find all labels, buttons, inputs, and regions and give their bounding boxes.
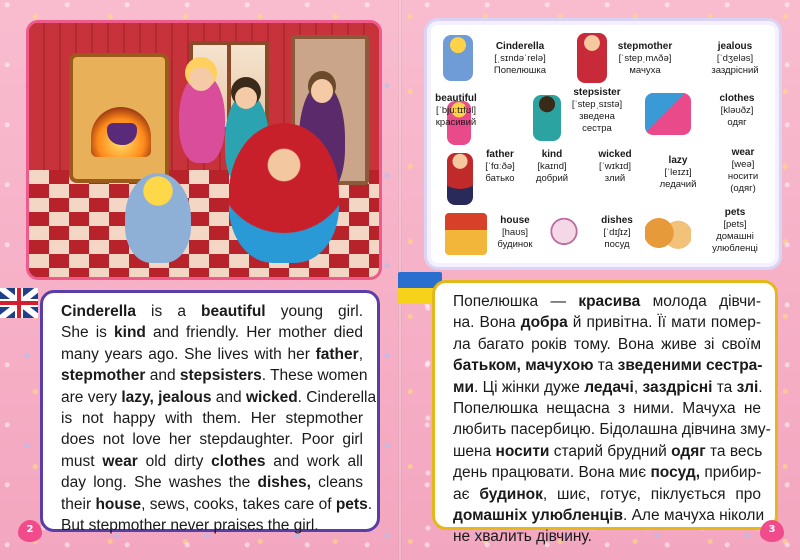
page-number-right: 3 [760, 520, 784, 542]
text-segment: прибир- [700, 464, 762, 482]
text-segment: cleans [310, 474, 363, 492]
vocab-translation: носити (одяг) [727, 171, 759, 194]
vocab-translation: Попелюшка [493, 65, 547, 76]
vocab-word: Cinderella [495, 41, 545, 52]
vocab-translation: батько [485, 173, 515, 184]
vocab-transcription: [ˈfɑːðə] [485, 161, 515, 172]
vocab-highlight: добра [520, 314, 568, 332]
text-segment: and [145, 367, 180, 385]
text-segment: , [633, 378, 643, 396]
vocab-entry [487, 215, 543, 251]
text-segment: . Cinderella [297, 388, 377, 406]
text-segment: , [358, 345, 363, 363]
vocab-word: dishes [601, 215, 633, 226]
vocab-entry [699, 207, 771, 255]
text-line [453, 505, 765, 526]
text-line [61, 472, 363, 493]
text-segment: ає [453, 485, 480, 503]
vocab-highlight: посуд, [650, 464, 701, 482]
vocab-transcription: [ˈstepˌsɪstə] [571, 99, 623, 110]
vocab-translation: посуд [604, 239, 630, 250]
flag-red-cross [17, 288, 21, 318]
text-line [453, 312, 761, 333]
illustration-head [189, 67, 213, 91]
vocab-word: clothes [719, 93, 755, 104]
english-story-text [40, 290, 380, 535]
text-line [61, 494, 373, 515]
vocab-highlight: ледачі [584, 378, 634, 396]
text-line [453, 334, 761, 355]
vocab-transcription: [kaɪnd] [537, 161, 567, 172]
vocab-highlight: ми [453, 378, 474, 396]
vocab-translation: мачуха [629, 65, 661, 76]
vocab-word: pets [724, 207, 746, 218]
vocab-transcription: [weə] [731, 159, 755, 170]
text-segment: на. Вона [453, 314, 521, 332]
text-line [453, 526, 761, 547]
vocab-entry [695, 41, 775, 77]
text-line [61, 408, 363, 429]
text-segment: must [61, 452, 103, 470]
text-segment: шена [453, 442, 496, 460]
vocab-highlight: dishes, [257, 474, 311, 492]
vocab-highlight: домашніх улюбленців [453, 507, 623, 525]
vocab-highlight: father [315, 345, 359, 363]
vocab-translation: злий [604, 173, 626, 184]
text-segment: day long. She washes the [61, 474, 258, 492]
text-segment: любить пасербицю. Бідолашна дівчина змy- [453, 421, 771, 439]
vocab-translation: ледачий [659, 179, 697, 190]
text-segment: many years ago. She lives with her [61, 345, 316, 363]
text-segment: are very [61, 388, 122, 406]
vocab-translation: будинок [497, 239, 533, 250]
vocab-entry [587, 149, 643, 185]
vocab-transcription: [ˈbjuːtɪfʊl] [436, 105, 476, 116]
uk-flag-icon [0, 288, 38, 318]
text-line [61, 387, 377, 408]
vocab-translation: добрий [535, 173, 569, 184]
vocab-entry [603, 41, 687, 77]
vocab-entry [713, 147, 773, 195]
text-segment: та [712, 378, 737, 396]
text-segment: young girl. [265, 303, 364, 320]
vocab-transcription: [kləʊðz] [720, 105, 754, 116]
text-segment: . [758, 378, 763, 396]
vocab-highlight: будинок [479, 485, 543, 503]
vocab-entry [475, 149, 525, 185]
vocab-entry [557, 87, 637, 135]
text-segment: та весь [705, 442, 763, 460]
vocab-highlight: заздрісні [642, 378, 713, 396]
text-segment: , шиє, готує, піклується про [542, 485, 762, 503]
text-segment: . Але мачуха ніколи [622, 507, 765, 525]
text-line [453, 441, 761, 462]
vocab-highlight: wear [102, 452, 138, 470]
vocab-word: stepmother [617, 41, 673, 52]
vocab-transcription: [ˈdʒeləs] [716, 53, 754, 64]
vocab-word: beautiful [435, 93, 477, 104]
text-segment: and work all [265, 452, 363, 470]
text-segment: й привітна. Її мати помер- [567, 314, 761, 332]
vocab-word: lazy [668, 155, 688, 166]
vocab-transcription: [ˈdɪʃɪz] [603, 227, 631, 238]
vocab-highlight: clothes [211, 452, 266, 470]
vocab-highlight: Cinderella [61, 303, 136, 320]
vocabulary-card [424, 18, 782, 270]
text-segment: does not love her stepdaughter. Poor girl [61, 431, 363, 449]
text-segment: is not happy with them. Her stepmother [61, 410, 363, 428]
illustration-stepmother [229, 123, 339, 263]
ukrainian-story-text [432, 280, 778, 546]
text-segment: не хвалить дівчину. [453, 528, 592, 546]
page-number-left: 2 [18, 520, 42, 542]
text-segment: But stepmother never praises the girl. [61, 517, 319, 535]
text-line [453, 462, 761, 483]
text-segment: та [593, 357, 618, 375]
text-line [453, 419, 771, 440]
pets-picture [645, 215, 691, 251]
illustration-head [235, 87, 257, 109]
text-segment: and [211, 388, 246, 406]
vocab-highlight: house [95, 495, 142, 513]
text-line [61, 515, 363, 536]
vocab-highlight: stepmother [61, 367, 146, 385]
house-picture [445, 213, 487, 255]
vocab-highlight: батьком, мачухою [453, 357, 594, 375]
vocab-highlight: одяг [671, 442, 706, 460]
vocab-transcription: [haʊs] [502, 227, 528, 238]
vocab-entry [647, 155, 709, 191]
vocab-word: house [500, 215, 530, 226]
text-segment: молода дівчи- [640, 293, 761, 310]
text-line [453, 291, 761, 312]
vocab-word: kind [541, 149, 563, 160]
vocab-highlight: зведеними сестра- [617, 357, 763, 375]
text-segment: Попелюшка — [453, 293, 579, 310]
vocab-entry [591, 215, 643, 251]
illustration-cinderella [125, 173, 191, 263]
vocab-entry [527, 149, 577, 185]
vocab-highlight: lazy, jealous [121, 388, 212, 406]
text-line [61, 365, 368, 386]
vocab-transcription: [ˈleɪzɪ] [664, 167, 692, 178]
clothes-picture [645, 93, 691, 135]
text-segment: . [367, 495, 373, 513]
vocab-entry [425, 93, 487, 129]
illustration-head [311, 79, 333, 103]
text-segment: Попелюшка нещасна з ними. Мачуха не [453, 400, 761, 418]
text-segment: old dirty [137, 452, 212, 470]
cinderella-illustration [26, 20, 382, 280]
vocab-translation: одяг [727, 117, 747, 128]
vocab-entry [699, 93, 775, 129]
vocab-transcription: [ˌsɪndəˈrelə] [494, 53, 546, 64]
text-segment: старий брудний [549, 442, 672, 460]
text-segment: She is [61, 324, 115, 342]
text-segment: is a [135, 303, 202, 320]
text-segment: , sews, cooks, takes care of [141, 495, 336, 513]
vocab-transcription: [ˈstepˌmʌðə] [618, 53, 672, 64]
vocab-highlight: носити [495, 442, 550, 460]
dishes-picture [545, 217, 583, 249]
vocab-highlight: pets [335, 495, 368, 513]
text-line [61, 429, 363, 450]
vocab-word: jealous [717, 41, 753, 52]
text-line [453, 377, 761, 398]
cinderella-picture [443, 35, 473, 81]
text-line [61, 322, 363, 343]
vocab-word: father [486, 149, 514, 160]
text-segment: . These women [261, 367, 368, 385]
text-line [453, 398, 761, 419]
vocab-word: wicked [598, 149, 632, 160]
vocab-translation: домашні улюбленці [712, 231, 758, 254]
text-line [61, 451, 363, 472]
vocab-translation: заздрісний [711, 65, 759, 76]
text-segment: their [61, 495, 96, 513]
vocab-highlight: stepsisters [179, 367, 262, 385]
text-line [453, 484, 761, 505]
text-segment: . Ці жінки дуже [474, 378, 585, 396]
text-line [61, 344, 363, 365]
text-line [61, 301, 363, 322]
text-segment: ла багато років тому. Вона живе зі своїм [453, 335, 761, 353]
vocab-highlight: злі [736, 378, 759, 396]
vocab-highlight: kind [114, 324, 146, 342]
vocab-transcription: [ˈwɪkɪd] [598, 161, 632, 172]
vocab-word: wear [731, 147, 755, 158]
vocab-highlight: красива [578, 293, 641, 310]
vocab-translation: красивий [435, 117, 477, 128]
vocab-transcription: [pets] [723, 219, 747, 230]
vocab-highlight: beautiful [201, 303, 266, 320]
text-segment: день працювати. Вона миє [453, 464, 651, 482]
vocab-highlight: wicked [245, 388, 298, 406]
text-line [453, 355, 761, 376]
vocab-translation: зведена сестра [579, 111, 615, 134]
vocab-entry [475, 41, 565, 77]
text-segment: and friendly. Her mother died [145, 324, 363, 342]
father-picture [447, 153, 473, 205]
vocab-word: stepsister [573, 87, 621, 98]
illustration-fireplace [69, 53, 169, 183]
